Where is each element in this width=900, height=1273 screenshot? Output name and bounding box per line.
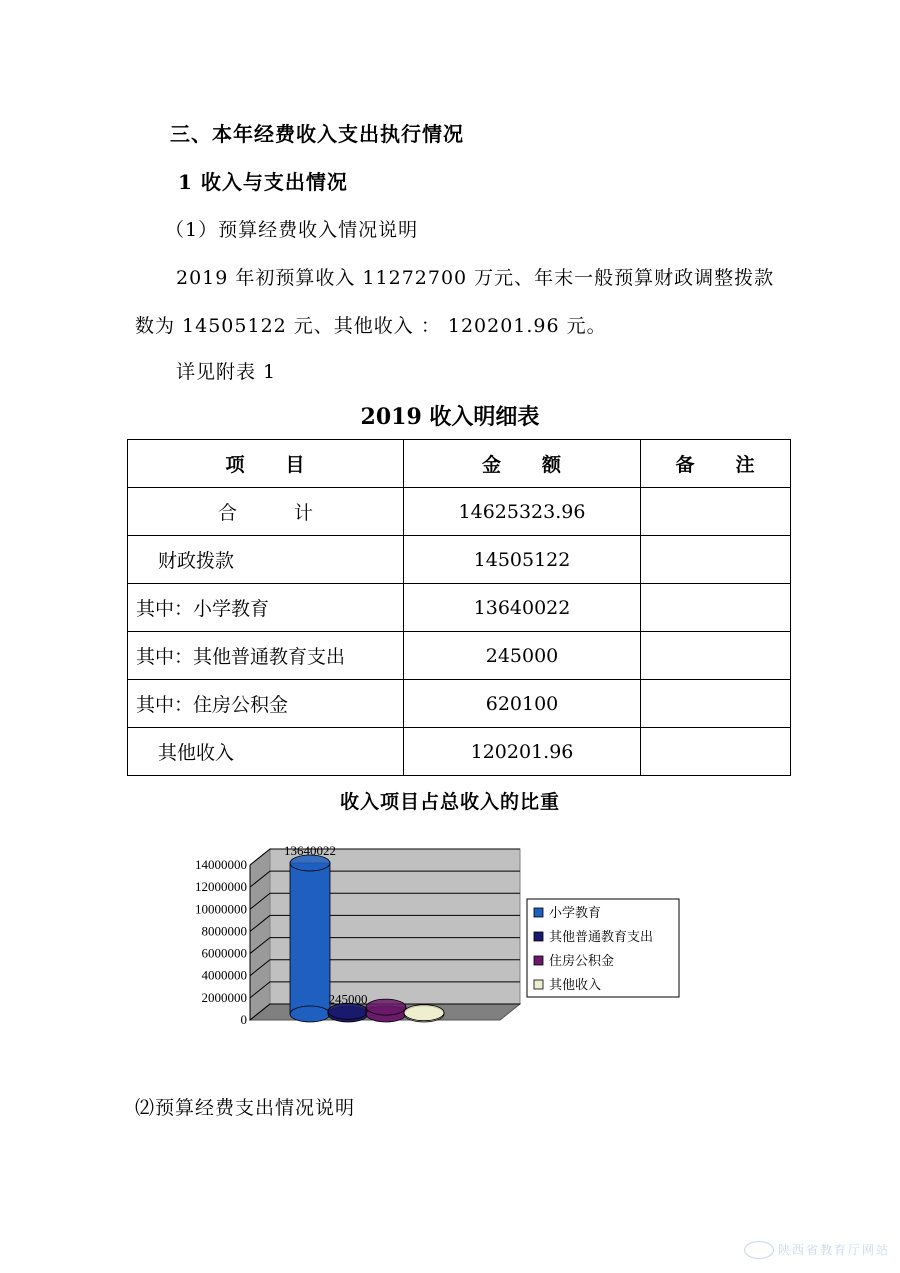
row-item: 财政拨款 [128, 536, 404, 584]
y-tick-label: 2000000 [201, 989, 247, 1005]
row-amount: 245000 [404, 632, 641, 680]
row-amount: 14505122 [404, 536, 641, 584]
legend-label: 小学教育 [549, 906, 602, 921]
expense-note-heading: ⑵预算经费支出情况说明 [135, 1097, 356, 1119]
row-amount: 120201.96 [404, 728, 641, 776]
appendix-reference: 详见附表 1 [176, 361, 277, 383]
row-note [641, 488, 791, 536]
bar-data-label: 13640022 [284, 842, 336, 858]
row-note [641, 584, 791, 632]
table-row [128, 728, 791, 776]
header-note: 备 注 [641, 440, 791, 488]
table-row [128, 680, 791, 728]
legend-label: 住房公积金 [549, 954, 615, 969]
sub-heading: 1 收入与支出情况 [178, 170, 348, 194]
y-tick-label: 6000000 [201, 945, 247, 961]
income-note-heading: （1）预算经费收入情况说明 [165, 219, 419, 241]
income-share-chart [170, 835, 690, 1035]
bar-top-4 [404, 1005, 444, 1021]
table-row [128, 584, 791, 632]
row-note [641, 632, 791, 680]
legend-swatch [534, 980, 543, 989]
table-row [128, 488, 791, 536]
row-item: 其中：其他普通教育支出 [128, 632, 404, 680]
bar-top-3 [366, 999, 406, 1015]
legend-swatch [534, 956, 543, 965]
site-watermark [744, 1241, 890, 1260]
legend-swatch [534, 932, 543, 941]
y-tick-label: 8000000 [201, 923, 247, 939]
header-amount: 金 额 [404, 440, 641, 488]
row-amount: 14625323.96 [404, 488, 641, 536]
bar-data-label: 245000 [328, 991, 368, 1007]
table-header-row [128, 440, 791, 488]
y-tick-label: 0 [240, 1012, 247, 1027]
legend-swatch [534, 908, 543, 917]
table-row [128, 536, 791, 584]
row-amount: 13640022 [404, 584, 641, 632]
row-item: 其中：住房公积金 [128, 680, 404, 728]
watermark-logo-icon [744, 1241, 774, 1259]
watermark-text: 陕西省教育厅网站 [777, 1242, 890, 1257]
row-note [641, 680, 791, 728]
row-item: 其他收入 [128, 728, 404, 776]
bar-base-1 [290, 1006, 330, 1022]
income-paragraph-line2: 数为 14505122 元、其他收入 ： 120201.96 元。 [135, 315, 607, 337]
y-tick-label: 14000000 [195, 857, 247, 872]
row-item: 合 计 [128, 488, 404, 536]
chart-title: 收入项目占总收入的比重 [339, 791, 560, 813]
income-detail-table [127, 439, 791, 776]
y-tick-label: 12000000 [195, 879, 247, 895]
y-tick-label: 10000000 [195, 901, 247, 917]
header-item: 项 目 [128, 440, 404, 488]
table-row [128, 632, 791, 680]
row-item: 其中：小学教育 [128, 584, 404, 632]
chart-side-wall [250, 849, 270, 1020]
legend-label: 其他收入 [549, 978, 602, 993]
y-tick-label: 4000000 [201, 967, 247, 983]
row-amount: 620100 [404, 680, 641, 728]
row-note [641, 728, 791, 776]
income-paragraph-line1: 2019 年初预算收入 11272700 万元、年末一般预算财政调整拨款 [176, 267, 775, 289]
row-note [641, 536, 791, 584]
legend-label: 其他普通教育支出 [549, 930, 654, 945]
table-title: 2019 收入明细表 [360, 404, 540, 430]
bar-1 [290, 863, 330, 1014]
section-heading: 三、本年经费收入支出执行情况 [170, 122, 464, 146]
